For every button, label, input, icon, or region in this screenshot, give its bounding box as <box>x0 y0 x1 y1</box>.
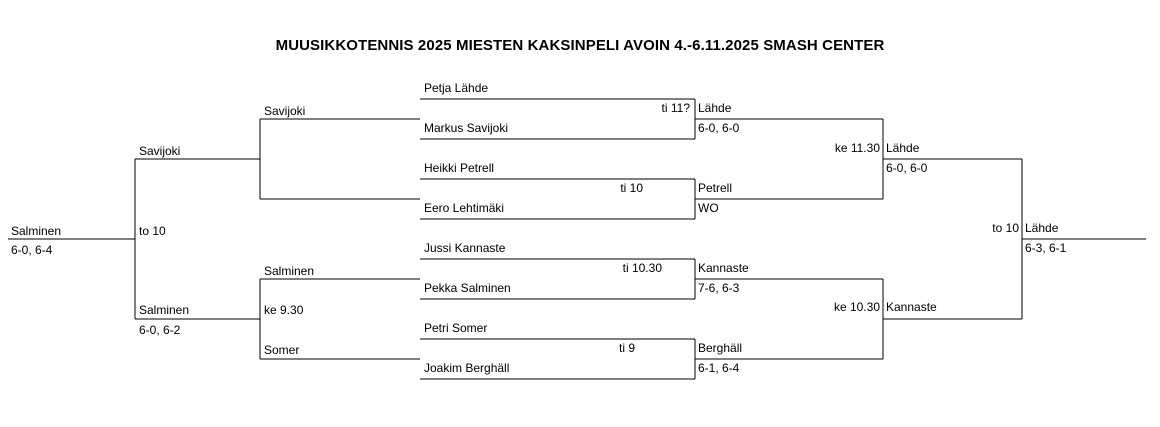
match3-player1: Jussi Kannaste <box>424 241 506 255</box>
consolation-bottom-entry-1: Salminen <box>264 264 315 278</box>
match1-winner: Lähde <box>698 101 732 115</box>
semi1-time: ke 11.30 <box>834 141 880 155</box>
consolation-final-time: to 10 <box>139 224 166 238</box>
final-winner: Lähde <box>1025 221 1059 235</box>
match2-player2: Eero Lehtimäki <box>424 201 505 215</box>
match4-score: 6-1, 6-4 <box>698 361 740 375</box>
consolation-semi-top-winner: Savijoki <box>139 144 181 158</box>
match3-player2: Pekka Salminen <box>424 281 511 295</box>
semi2-time: ke 10.30 <box>833 300 880 314</box>
match4-winner: Berghäll <box>698 341 743 355</box>
semi1-winner: Lähde <box>886 141 920 155</box>
semi1-score: 6-0, 6-0 <box>886 161 928 175</box>
match4-player2: Joakim Berghäll <box>424 361 510 375</box>
match2-score: WO <box>698 201 719 215</box>
consolation-final-score: 6-0, 6-4 <box>11 243 53 257</box>
match2-time: ti 10 <box>620 181 643 195</box>
consolation-bottom-entry-2: Somer <box>264 343 300 357</box>
match1-player2: Markus Savijoki <box>424 121 509 135</box>
match4-player1: Petri Somer <box>424 321 488 335</box>
semi2-winner: Kannaste <box>886 300 937 314</box>
match2-winner: Petrell <box>698 181 733 195</box>
final-time: to 10 <box>992 221 1019 235</box>
match3-time: ti 10.30 <box>622 261 662 275</box>
consolation-bottom-time: ke 9.30 <box>264 303 304 317</box>
consolation-final-winner: Salminen <box>11 224 62 238</box>
match4-time: ti 9 <box>618 341 635 355</box>
match1-player1: Petja Lähde <box>424 81 489 95</box>
consolation-semi-bottom-winner: Salminen <box>139 303 190 317</box>
match3-winner: Kannaste <box>698 261 749 275</box>
consolation-top-entry: Savijoki <box>264 104 306 118</box>
match1-score: 6-0, 6-0 <box>698 121 740 135</box>
match1-time: ti 11? <box>661 101 690 115</box>
match3-score: 7-6, 6-3 <box>698 281 740 295</box>
final-score: 6-3, 6-1 <box>1025 241 1067 255</box>
page-title: MUUSIKKOTENNIS 2025 MIESTEN KAKSINPELI AVOIN 4.-6.11.2025 SMASH CENTER <box>275 37 885 54</box>
consolation-semi-bottom-score: 6-0, 6-2 <box>139 323 181 337</box>
match2-player1: Heikki Petrell <box>424 161 495 175</box>
